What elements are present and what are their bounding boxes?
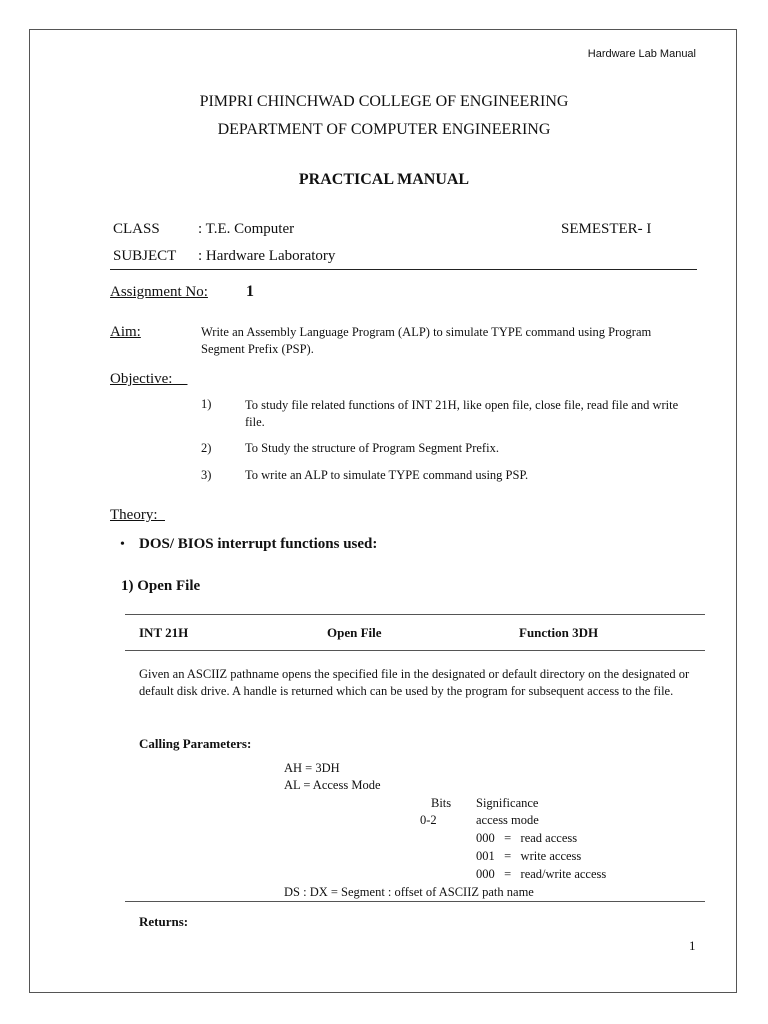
bullet-heading: DOS/ BIOS interrupt functions used: <box>139 536 378 552</box>
subject-label: SUBJECT <box>113 248 177 264</box>
class-label: CLASS <box>113 221 160 237</box>
table-col-function: Function 3DH <box>519 625 599 640</box>
table-col-int: INT 21H <box>139 625 189 640</box>
objective-text-1: To study file related functions of INT 21H, like open file, close file, read file and write file. <box>245 398 679 429</box>
objective-label: Objective: <box>110 371 173 387</box>
param-ah: AH = 3DH <box>284 761 340 775</box>
subject-value: : Hardware Laboratory <box>198 248 336 264</box>
objective-text-3: To write an ALP to simulate TYPE command using PSP. <box>245 468 529 482</box>
mode-read-write: 000 = read/write access <box>476 867 607 881</box>
document-page <box>29 29 737 993</box>
section-title-open-file: 1) Open File <box>121 578 201 594</box>
mode-read: 000 = read access <box>476 831 578 845</box>
department-name: DEPARTMENT OF COMPUTER ENGINEERING <box>217 121 551 138</box>
open-file-description: Given an ASCIIZ pathname opens the specified file in the designated or default directory on the designated or default disk drive. A handle is returned which can be used by the program for subsequent access to the file. <box>139 667 690 698</box>
param-al: AL = Access Mode <box>284 778 381 792</box>
returns-label: Returns: <box>139 914 189 929</box>
page-number: 1 <box>689 938 696 953</box>
param-significance-label: Significance <box>476 796 539 810</box>
info-divider <box>110 269 697 270</box>
assignment-number: 1 <box>246 283 254 300</box>
theory-label: Theory: <box>110 507 158 523</box>
objective-text-2: To Study the structure of Program Segment Prefix. <box>245 441 499 455</box>
table-header-border <box>125 650 705 651</box>
calling-params-label: Calling Parameters: <box>139 736 252 751</box>
param-bits-range: 0-2 <box>420 813 437 827</box>
objective-num-3: 3) <box>201 468 212 482</box>
aim-text: Write an Assembly Language Program (ALP) to simulate TYPE command using Program Segment Prefix (PSP). <box>201 325 652 356</box>
aim-label: Aim: <box>110 324 141 340</box>
mode-write: 001 = write access <box>476 849 582 863</box>
table-top-border <box>125 614 705 615</box>
table-bottom-border <box>125 901 705 902</box>
running-header: Hardware Lab Manual <box>587 48 696 60</box>
param-ds-dx: DS : DX = Segment : offset of ASCIIZ path name <box>284 885 534 899</box>
class-value: : T.E. Computer <box>198 221 295 237</box>
param-access-mode: access mode <box>476 813 539 827</box>
param-bits-label: Bits <box>431 796 452 810</box>
table-col-name: Open File <box>327 625 382 640</box>
college-name: PIMPRI CHINCHWAD COLLEGE OF ENGINEERING <box>199 93 569 110</box>
objective-num-2: 2) <box>201 441 212 455</box>
manual-title: PRACTICAL MANUAL <box>298 171 470 188</box>
bullet-dot: • <box>120 537 125 552</box>
semester-label: SEMESTER- I <box>561 221 652 237</box>
assignment-label: Assignment No: <box>110 284 208 300</box>
objective-num-1: 1) <box>201 397 212 411</box>
